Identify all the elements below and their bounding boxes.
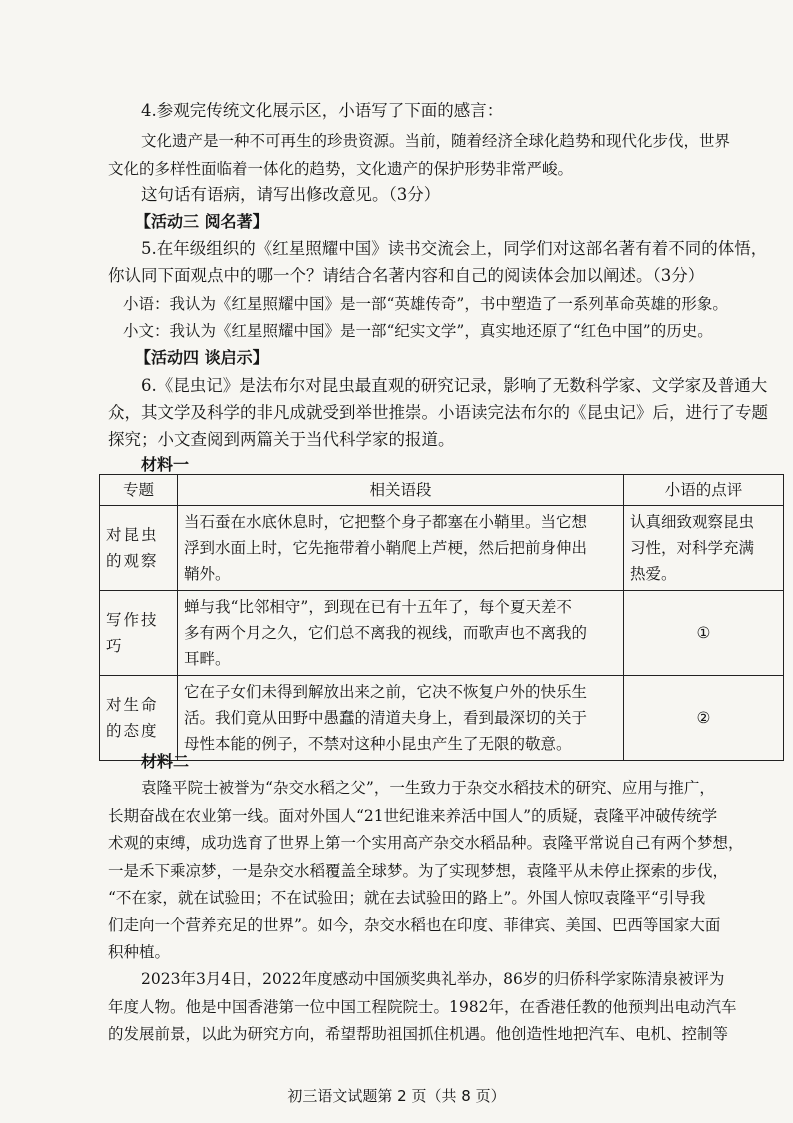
topic-line: 对昆虫 [106,526,159,544]
topic-line: 对生命 [106,696,159,714]
passage-line: 活。我们竟从田野中愚蠢的清道夫身上，看到最深切的关于 [184,709,588,727]
q5-view-1: 小语：我认为《红星照耀中国》是一部“英雄传奇”，书中塑造了一系列革命英雄的形象。 [123,295,728,313]
passage-cell [178,506,624,591]
passage-line: 当石蚕在水底休息时，它把整个身子都塞在小鞘里。当它想 [184,513,588,531]
material-1-table [99,474,784,761]
passage-line: 蝉与我“比邻相守”，到现在已有十五年了，每个夏天差不 [184,598,572,616]
table-row [100,676,784,761]
q4-task: 这句话有语病，请写出修改意见。（3分） [141,185,441,204]
topic-line: 写作技 [106,611,159,629]
passage-line: 它在子女们未得到解放出来之前，它决不恢复户外的快乐生 [184,683,588,701]
topic-line: 的观察 [106,552,159,570]
comment-line: 认真细致观察昆虫 [630,513,755,531]
answer-blank-2: ② [624,676,784,761]
q5-line-1: 5.在年级组织的《红星照耀中国》读书交流会上，同学们对这部名著有着不同的体悟， [141,239,768,258]
material-2-label: 材料二 [141,752,190,771]
material-2-line: 积种植。 [108,943,171,961]
header-topic: 专题 [100,475,178,506]
passage-cell [178,591,624,676]
passage-line: 浮到水面上时，它先拖带着小鞘爬上芦梗，然后把前身伸出 [184,539,588,557]
activity-4-heading: 【活动四 谈启示】 [135,348,269,367]
topic-cell [100,506,178,591]
page-footer: 初三语文试题第 2 页（共 8 页） [287,1087,506,1105]
q4-prompt: 4.参观完传统文化展示区，小语写了下面的感言： [141,101,504,120]
answer-blank-1: ① [624,591,784,676]
material-2-line: 年度人物。他是中国香港第一位中国工程院院士。1982年，在香港任教的他预判出电动汽车 [108,998,737,1016]
q5-view-2: 小文：我认为《红星照耀中国》是一部“纪实文学”，真实地还原了“红色中国”的历史。 [123,322,713,340]
material-2-line: 袁隆平院士被誉为“杂交水稻之父”，一生致力于杂交水稻技术的研究、应用与推广， [141,779,715,797]
passage-line: 母性本能的例子，不禁对这种小昆虫产生了无限的敬意。 [184,735,572,753]
q5-line-2: 你认同下面观点中的哪一个？请结合名著内容和自己的阅读体会加以阐述。（3分） [108,266,705,285]
comment-line: 热爱。 [630,565,677,583]
material-1-label: 材料一 [141,455,190,474]
material-2-line: 一是禾下乘凉梦，一是杂交水稻覆盖全球梦。为了实现梦想，袁隆平从未停止探索的步伐， [108,862,729,880]
q4-quote-line-1: 文化遗产是一种不可再生的珍贵资源。当前，随着经济全球化趋势和现代化步伐，世界 [141,132,731,150]
table-row [100,506,784,591]
material-2-line: 们走向一个营养充足的世界”。如今，杂交水稻也在印度、菲律宾、美国、巴西等国家大面 [108,916,721,934]
material-2-line: “不在家，就在试验田；不在试验田；就在去试验田的路上”。外国人惊叹袁隆平“引导我 [108,889,706,907]
topic-line: 巧 [106,637,124,655]
material-2-line: 2023年3月4日，2022年度感动中国颁奖典礼举办，86岁的归侨科学家陈清泉被评为 [141,970,725,988]
q4-quote-line-2: 文化的多样性面临着一体化的趋势，文化遗产的保护形势非常严峻。 [108,160,574,178]
material-2-line: 长期奋战在农业第一线。面对外国人“21世纪谁来养活中国人”的质疑，袁隆平冲破传统学 [108,807,718,825]
table-header-row [100,475,784,506]
passage-line: 鞘外。 [184,565,231,583]
material-2-line: 术观的束缚，成功选育了世界上第一个实用高产杂交水稻品种。袁隆平常说自己有两个梦想， [108,834,744,852]
header-passage: 相关语段 [178,475,624,506]
comment-cell [624,506,784,591]
q6-line-2: 众，其文学及科学的非凡成就受到举世推崇。小语读完法布尔的《昆虫记》后，进行了专题 [108,403,768,422]
q6-line-3: 探究；小文查阅到两篇关于当代科学家的报道。 [108,430,455,449]
topic-cell [100,591,178,676]
topic-line: 的态度 [106,722,159,740]
table-row [100,591,784,676]
header-comment: 小语的点评 [624,475,784,506]
material-2-line: 的发展前景，以此为研究方向，希望帮助祖国抓住机遇。他创造性地把汽车、电机、控制等 [108,1025,729,1043]
passage-line: 多有两个月之久，它们总不离我的视线，而歌声也不离我的 [184,624,588,642]
q6-line-1: 6.《昆虫记》是法布尔对昆虫最直观的研究记录，影响了无数科学家、文学家及普通大 [141,376,768,395]
comment-line: 习性，对科学充满 [630,539,755,557]
activity-3-heading: 【活动三 阅名著】 [135,212,269,231]
topic-cell [100,676,178,761]
passage-cell [178,676,624,761]
passage-line: 耳畔。 [184,650,231,668]
